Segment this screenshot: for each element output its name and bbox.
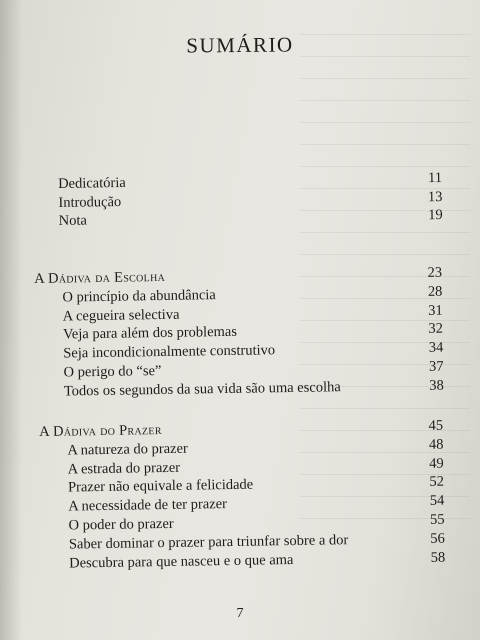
- toc-entry-page: 55: [429, 511, 445, 528]
- toc-entry-page: 58: [430, 549, 446, 566]
- toc-entry-label: A estrada do prazer: [67, 459, 181, 478]
- section-heading: A Dádiva do Prazer: [39, 422, 162, 440]
- toc-entry-label: A necessidade de ter prazer: [68, 496, 228, 515]
- toc-entry-page: 49: [429, 455, 444, 472]
- toc-entry-page: 28: [427, 283, 443, 300]
- toc-entry-label: A cegueira selectiva: [62, 306, 180, 325]
- toc-entry-label: Descubra para que nasceu e o que ama: [69, 551, 294, 572]
- section-heading: A Dádiva da Escolha: [34, 268, 166, 287]
- toc-section-choice: [34, 265, 444, 403]
- page-gutter-shadow: [0, 0, 22, 640]
- toc-entry-label: Seja incondicionalmente construtivo: [63, 342, 276, 362]
- toc-entry-page: 19: [428, 206, 443, 224]
- section-heading-page: 23: [427, 264, 443, 281]
- toc-entry-label: Introdução: [58, 193, 122, 211]
- toc-entry-page: 54: [429, 492, 445, 510]
- section-heading-page: 45: [428, 417, 444, 434]
- toc-entry-label: Veja para além dos problemas: [62, 324, 238, 343]
- toc-entry-label: A natureza do prazer: [67, 440, 188, 459]
- toc-entry-page: 32: [428, 320, 444, 338]
- front-matter-list: [58, 170, 443, 232]
- page-number: 7: [236, 606, 244, 621]
- toc-entry-label: Todos os segundos da sua vida são uma escolha: [63, 378, 341, 400]
- toc-entry-label: Dedicatória: [58, 174, 126, 192]
- toc-entry-page: 52: [429, 474, 445, 491]
- toc-entry-page: 38: [429, 377, 444, 394]
- toc-entry-page: 31: [428, 302, 443, 319]
- toc-entry-label: Saber dominar o prazer para triunfar sobre a dor: [68, 531, 349, 553]
- toc-section-pleasure: [39, 418, 445, 575]
- toc-entry-label: Nota: [58, 212, 88, 229]
- toc-entry-label: O perigo do “se”: [63, 362, 162, 381]
- toc-entry-page: 11: [427, 169, 443, 187]
- toc-entry-page: 37: [428, 358, 444, 375]
- toc-entry-label: O poder do prazer: [68, 515, 174, 534]
- toc-entry-page: 48: [428, 436, 444, 453]
- toc-entry-page: 56: [430, 530, 445, 547]
- page-title: SUMÁRIO: [186, 32, 294, 58]
- toc-entry-page: 13: [427, 188, 443, 205]
- toc-entry-label: Prazer não equivale a felicidade: [67, 477, 254, 496]
- toc-entry-page: 34: [428, 339, 444, 356]
- toc-entry-label: O princípio da abundância: [62, 286, 216, 306]
